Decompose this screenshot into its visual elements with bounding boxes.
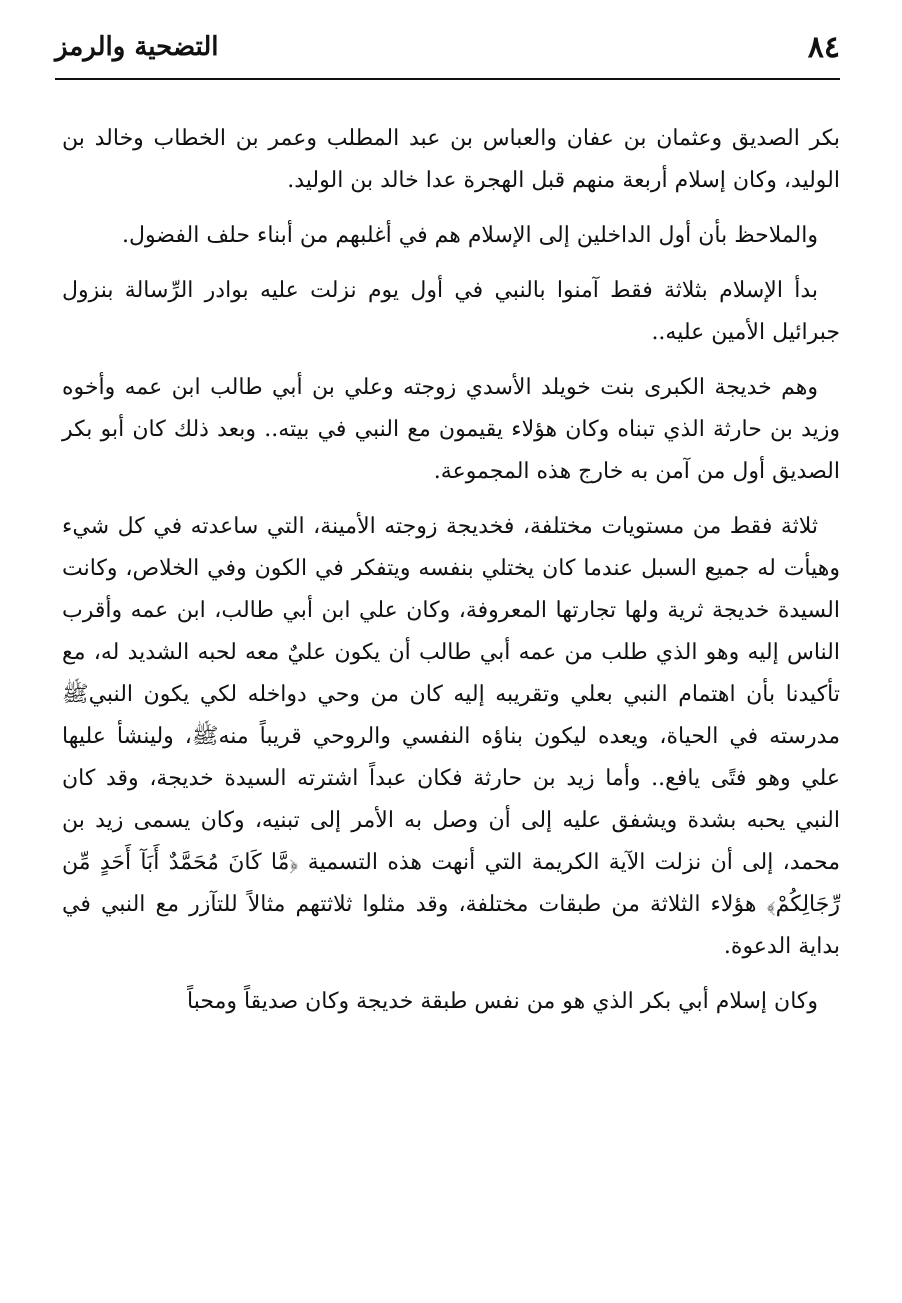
page-number: ٨٤ [807,30,840,65]
paragraph: ثلاثة فقط من مستويات مختلفة، فخديجة زوجته الأمينة، التي ساعدته في كل شيء وهيأت له جميع السبل عندما كان يختلي بنفسه ويتفكر في الكون وفي الخلاص، وكانت السيدة خديجة ثرية ولها تجارتها المعروفة، وكان علي ابن أبي طالب، ابن عمه وأقرب الناس إليه وهو الذي طلب من عمه أبي طالب أن يكون عليٌ معه لحبه الشديد له، مع تأكيدنا بأن اهتمام النبي بعلي وتقريبه إليه كان من وحي دواخله لكي يكون النبيﷺ مدرسته في الحياة، ويعده ليكون بناؤه النفسي والروحي قريباً منهﷺ، ولينشأ عليها علي وهو فتًى يافع.. وأما زيد بن حارثة فكان عبداً اشترته السيدة خديجة، وقد كان النبي يحبه بشدة ويشفق عليه إلى أن وصل به الأمر إلى تبنيه، وكان يسمى زيد بن محمد، إلى أن نزلت الآية الكريمة التي أنهت هذه التسمية ﴿مَّا كَانَ مُحَمَّدٌ أَبَآ أَحَدٍ مِّن رِّجَالِكُمْ﴾ هؤلاء الثلاثة من طبقات مختلفة، وقد مثلوا ثلاثتهم مثالاً للتآزر مع النبي في بداية الدعوة. [62,514,840,959]
paragraph: وهم خديجة الكبرى بنت خويلد الأسدي زوجته وعلي بن أبي طالب ابن عمه وأخوه وزيد بن حارثة الذي تبناه وكان هؤلاء يقيمون مع النبي في بيته.. وبعد ذلك كان أبو بكر الصديق أول من آمن به خارج هذه المجموعة. [62,375,840,484]
paragraph: والملاحظ بأن أول الداخلين إلى الإسلام هم في أغلبهم من أبناء حلف الفضول. [121,223,818,248]
paragraph: بكر الصديق وعثمان بن عفان والعباس بن عبد المطلب وعمر بن الخطاب وخالد بن الوليد، وكان إسلام أربعة منهم قبل الهجرة عدا خالد بن الوليد. [62,126,840,193]
paragraph: وكان إسلام أبي بكر الذي هو من نفس طبقة خديجة وكان صديقاً ومحباً [187,989,818,1014]
running-title: التضحية والرمز [55,32,219,62]
running-header [55,24,840,80]
body-text [62,118,840,1036]
paragraph: بدأ الإسلام بثلاثة فقط آمنوا بالنبي في أول يوم نزلت عليه بوادر الرِّسالة بنزول جبرائيل الأمين عليه.. [62,278,840,345]
